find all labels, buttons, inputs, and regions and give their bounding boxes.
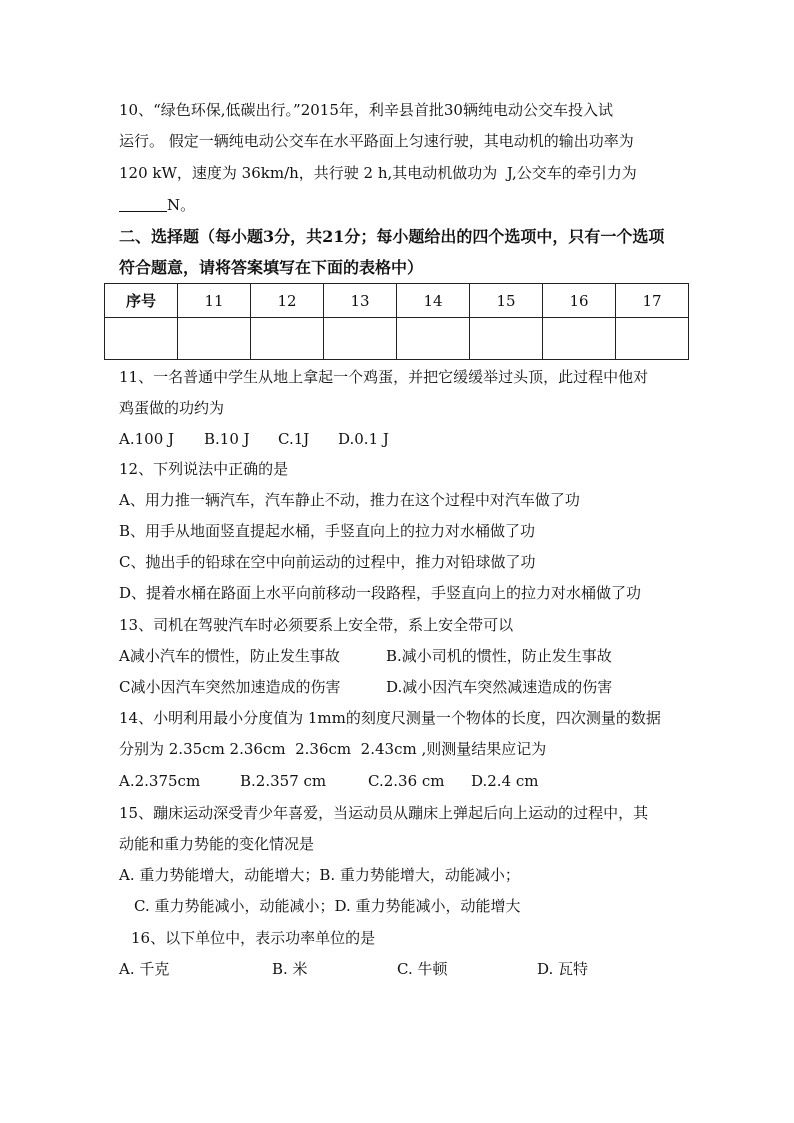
q14-option-b: B.2.357 cm [240, 772, 327, 790]
answer-blank [119, 197, 167, 212]
section-2-line-2: 符合题意，请将答案填写在下面的表格中） [119, 258, 424, 277]
answer-table [104, 283, 689, 360]
answer-cell-15[interactable] [470, 318, 543, 360]
q12-stem: 12、下列说法中正确的是 [119, 460, 289, 478]
q15-options-line-1: A. 重力势能增大，动能增大；B. 重力势能增大，动能减小； [119, 866, 520, 884]
q10-unit: N。 [167, 196, 196, 214]
q13-option-c: C减小因汽车突然加速造成的伤害 [119, 678, 341, 696]
q12-option-d: D、提着水桶在路面上水平向前移动一段路程，手竖直向上的拉力对水桶做了功 [119, 584, 642, 602]
answer-cell-13[interactable] [324, 318, 397, 360]
q16-option-a: A. 千克 [119, 960, 170, 978]
q14-line-2: 分别为 2.35cm 2.36cm 2.36cm 2.43cm ,则测量结果应记为 [119, 740, 547, 758]
answer-table-col-14: 14 [397, 284, 470, 318]
q10-line-1: 10、“绿色环保,低碳出行。”2015年，利辛县首批30辆纯电动公交车投入试 [119, 101, 613, 119]
q14-option-d: D.2.4 cm [471, 772, 539, 790]
q16-option-d: D. 瓦特 [537, 960, 589, 978]
q12-option-a: A、用力推一辆汽车，汽车静止不动，推力在这个过程中对汽车做了功 [119, 491, 580, 509]
q15-options-line-2: C. 重力势能减小，动能减小；D. 重力势能减小，动能增大 [134, 897, 521, 915]
q13-option-b: B.减小司机的惯性，防止发生事故 [386, 647, 612, 665]
q14-option-a: A.2.375cm [119, 772, 201, 790]
q16-stem: 16、以下单位中，表示功率单位的是 [131, 929, 376, 947]
answer-table-col-15: 15 [470, 284, 543, 318]
q13-stem: 13、司机在驾驶汽车时必须要系上安全带，系上安全带可以 [119, 616, 514, 634]
q12-option-b: B、用手从地面竖直提起水桶，手竖直向上的拉力对水桶做了功 [119, 522, 536, 540]
q16-option-c: C. 牛顿 [397, 960, 448, 978]
answer-cell-11[interactable] [178, 318, 251, 360]
q14-option-c: C.2.36 cm [368, 772, 445, 790]
q12-option-c: C、抛出手的铅球在空中向前运动的过程中，推力对铅球做了功 [119, 553, 536, 571]
q11-option-b: B.10 J [204, 430, 250, 448]
q10-line-2: 运行。 假定一辆纯电动公交车在水平路面上匀速行驶，其电动机的输出功率为 [119, 132, 634, 150]
answer-table-col-13: 13 [324, 284, 397, 318]
q10-line-4 [119, 195, 195, 215]
answer-table-header-row [105, 284, 689, 318]
answer-table-col-17: 17 [616, 284, 689, 318]
answer-cell-label [105, 318, 178, 360]
q11-line-1: 11、一名普通中学生从地上拿起一个鸡蛋，并把它缓缓举过头顶，此过程中他对 [119, 368, 649, 386]
answer-cell-14[interactable] [397, 318, 470, 360]
q11-line-2: 鸡蛋做的功约为 [119, 399, 225, 417]
q15-line-1: 15、蹦床运动深受青少年喜爱，当运动员从蹦床上弹起后向上运动的过程中，其 [119, 804, 649, 822]
q16-option-b: B. 米 [272, 960, 308, 978]
answer-table-col-11: 11 [178, 284, 251, 318]
q13-option-d: D.减小因汽车突然减速造成的伤害 [386, 678, 613, 696]
q15-line-2: 动能和重力势能的变化情况是 [119, 835, 315, 853]
answer-table-answer-row [105, 318, 689, 360]
q11-option-c: C.1J [278, 430, 310, 448]
q13-option-a: A减小汽车的惯性，防止发生事故 [119, 647, 340, 665]
answer-cell-16[interactable] [543, 318, 616, 360]
q14-line-1: 14、小明利用最小分度值为 1mm的刻度尺测量一个物体的长度，四次测量的数据 [119, 709, 661, 727]
answer-cell-12[interactable] [251, 318, 324, 360]
q10-line-3: 120 kW，速度为 36km/h，共行驶 2 h,其电动机做功为 J,公交车的牵引力为 [119, 164, 637, 182]
answer-table-header-label: 序号 [105, 284, 178, 318]
q11-option-d: D.0.1 J [338, 430, 389, 448]
answer-cell-17[interactable] [616, 318, 689, 360]
answer-table-col-16: 16 [543, 284, 616, 318]
answer-table-col-12: 12 [251, 284, 324, 318]
section-2-line-1: 二、选择题（每小题3分，共21分；每小题给出的四个选项中，只有一个选项 [119, 227, 665, 246]
q11-option-a: A.100 J [119, 430, 175, 448]
